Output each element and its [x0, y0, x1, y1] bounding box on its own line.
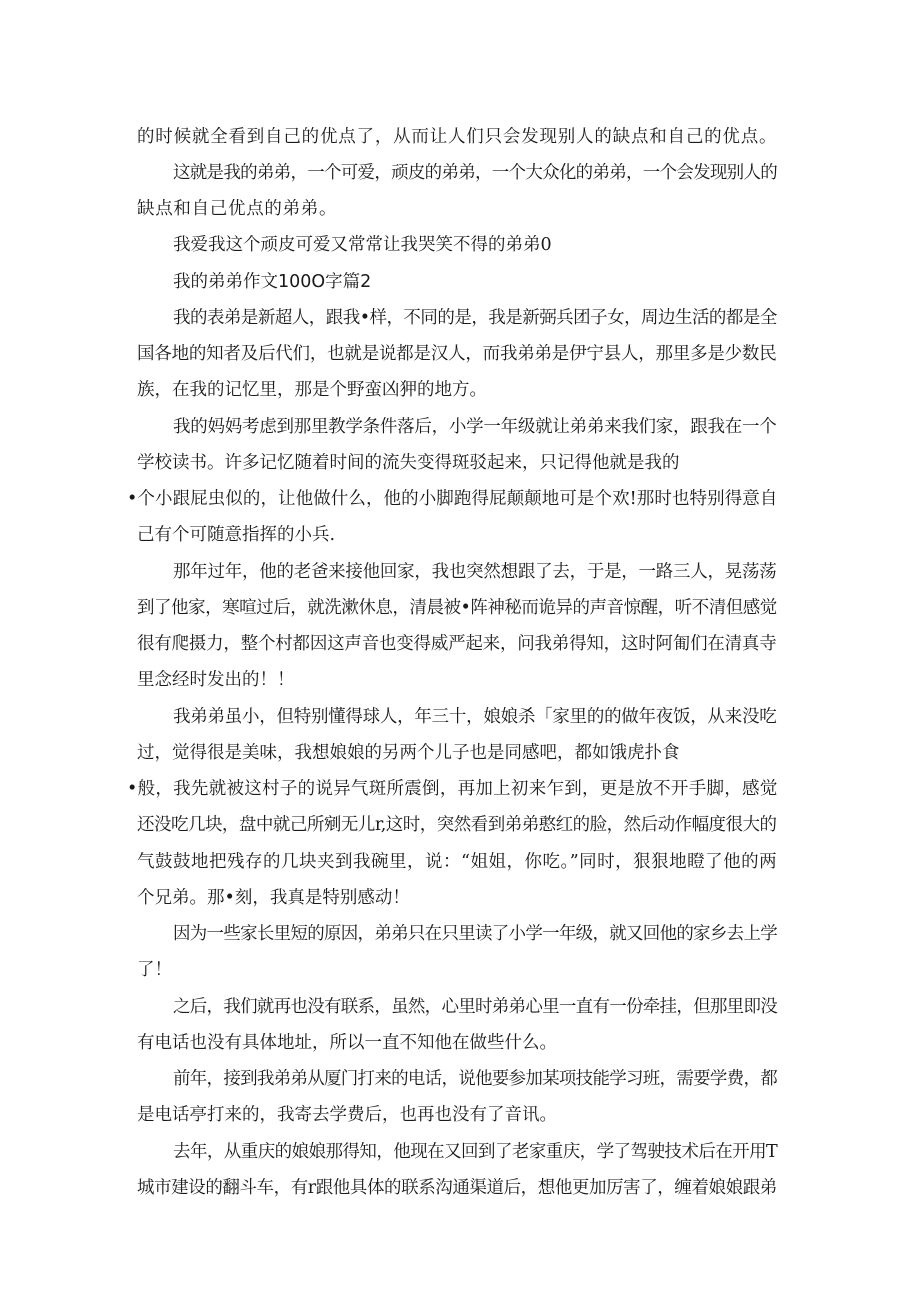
text-line: •般，我先就被这村子的说异气斑所震倒，再加上初来乍到，更是放不开手脚，感觉	[127, 779, 778, 799]
text-line: 己有个可随意指挥的小兵.	[137, 525, 336, 545]
text-line: •个小跟屁虫似的，让他做什么，他的小脚跑得屁颠颠地可是个欢!那时也特别得意自	[127, 489, 778, 509]
text-line: 族，在我的记忆里，那是个野蛮凶狎的地方。	[137, 380, 487, 400]
text-line: 气鼓鼓地把残存的几块夹到我碗里，说：“姐姐，你吃。”同时，狠狠地瞪了他的两	[137, 852, 778, 872]
text-line: 到了他家，寒喧过后，就洗漱休息，清晨被•阵神秘而诡异的声音惊醒，听不清但感觉	[137, 598, 777, 618]
paragraph-line: 因为一些家长里短的原因，弟弟只在只里读了小学一年级，就又回他的家乡去上学	[173, 924, 777, 944]
text-line: 里念经时发出的！！	[137, 670, 295, 690]
text-line: 了！	[137, 960, 172, 980]
paragraph-line: 我弟弟虽小，但特别懂得球人，年三十，娘娘杀「家里的的做年夜饭，从来没吃	[173, 707, 777, 727]
paragraph-line: 这就是我的弟弟，一个可爱，顽皮的弟弟，一个大众化的弟弟，一个会发现别人的	[173, 163, 777, 183]
paragraph-line: 那年过年，他的老爸来接他回家，我也突然想跟了去，于是，一路三人，晃荡荡	[173, 562, 777, 582]
text-line: 国各地的知者及后代们，也就是说都是汉人，而我弟弟是伊宁县人，那里多是少数民	[137, 344, 777, 364]
paragraph-line: 我的表弟是新超人，跟我•样，不同的是，我是新弼兵团子女，周边生活的都是全	[173, 308, 777, 328]
text-line: 有电话也没有具体地址，所以一直不知他在做些什么。	[137, 1033, 557, 1053]
text-line: 学校读书。许多记忆随着时间的流失变得斑驳起来，只记得他就是我的	[137, 453, 680, 473]
text-line: 城市建设的翻斗车，有r跟他具体的联系沟通渠道后，想他更加厉害了，缠着娘娘跟弟	[137, 1178, 777, 1198]
text-line: 是电话亭打来的，我寄去学费后，也再也没有了音讯。	[137, 1105, 557, 1125]
paragraph-line: 我的妈妈考虑到那里教学条件落后，小学一年级就让弟弟来我们家，跟我在一个	[173, 417, 777, 437]
paragraph-line: 我爱我这个顽皮可爱又常常让我哭笑不得的弟弟0	[173, 235, 552, 255]
text-line: 很有爬摄力，整个村都因这声音也变得威严起来，问我弟得知，这时阿匍们在清真寺	[137, 634, 777, 654]
text-line: 的时候就全看到自己的优点了，从而让人们只会发现别人的缺点和自己的优点。	[137, 127, 778, 147]
paragraph-line: 去年，从重庆的娘娘那得知，他现在又回到了老家重庆，学了驾驶技术后在开用T	[173, 1142, 778, 1162]
section-heading: 我的弟弟作文100O字篇2	[173, 272, 372, 292]
text-line: 缺点和自己优点的弟弟。	[137, 199, 338, 219]
paragraph-line: 之后，我们就再也没有联系，虽然，心里时弟弟心里一直有一份牵挂，但那里即没	[173, 997, 777, 1017]
paragraph-line: 前年，接到我弟弟从厦门打来的电话，说他要参加某项技能学习班，需要学费，都	[173, 1069, 777, 1089]
text-line: 个兄弟。那•刻，我真是特别感动！	[137, 888, 410, 908]
text-line: 还没吃几块，盘中就己所剜无儿r,这时，突然看到弟弟憨红的脸，然后动作幅度很大的	[137, 815, 777, 835]
text-line: 过，觉得很是美味，我想娘娘的另两个儿子也是同感吧，都如饿虎扑食	[137, 743, 680, 763]
